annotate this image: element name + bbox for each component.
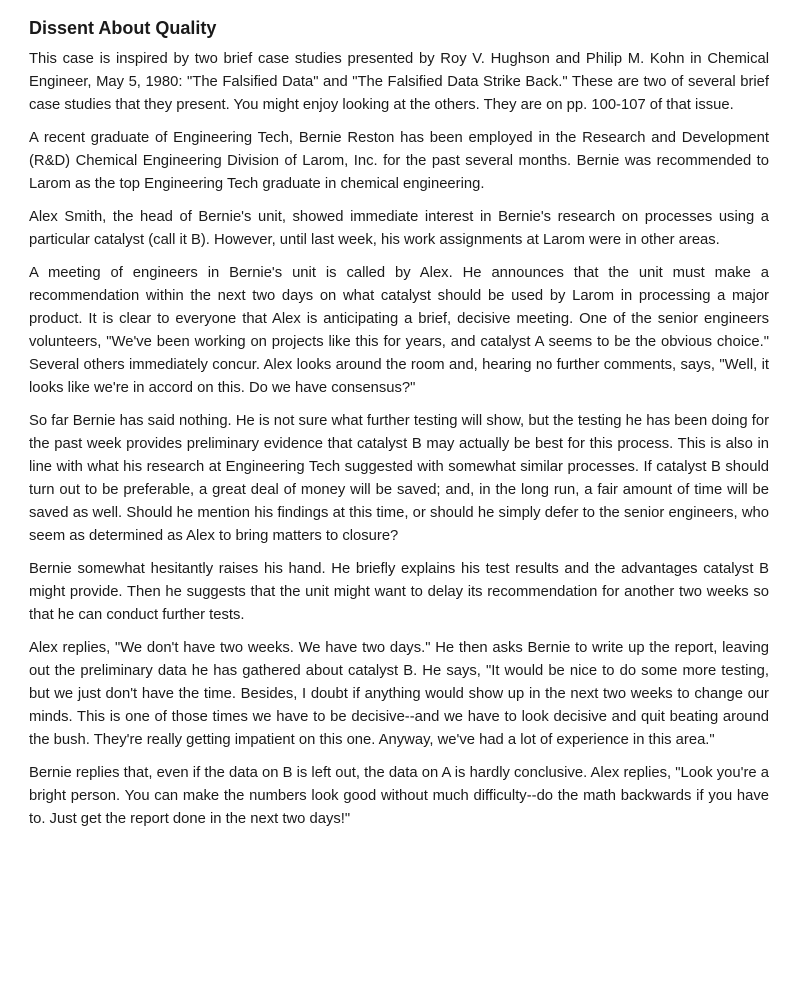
paragraph-intro: This case is inspired by two brief case studies presented by Roy V. Hughson and Philip M. Kohn in Chemical Engineer, May 5, 1980: "The Falsified Data" and "The Falsified Data Strike Back." These are two of several brief case studies that they present. You might enjoy looking at the others. They are on pp. 100-107 of that issue. [29, 51, 769, 113]
paragraph-bernie-dilemma: So far Bernie has said nothing. He is not sure what further testing will show, but the testing he has been doing for the past week provides preliminary evidence that catalyst B may actually be best for this process. This is also in line with what his research at Engineering Tech suggested with somewhat similar processes. If catalyst B should turn out to be preferable, a great deal of money will be saved; and, in the long run, a fair amount of time will be saved as well. Should he mention his findings at this time, or should he simply defer to the senior engineers, who seem as determined as Alex to bring matters to closure? [29, 413, 769, 544]
paragraph-alex-interest: Alex Smith, the head of Bernie's unit, showed immediate interest in Bernie's research on processes using a particular catalyst (call it B). However, until last week, his work assignments at Larom were in other areas. [29, 209, 769, 248]
document-page [29, 14, 769, 841]
document-title: Dissent About Quality [29, 18, 217, 38]
paragraph-meeting: A meeting of engineers in Bernie's unit is called by Alex. He announces that the unit must make a recommendation within the next two days on what catalyst should be used by Larom in processing a major product. It is clear to everyone that Alex is anticipating a brief, decisive meeting. One of the senior engineers volunteers, "We've been working on projects like this for years, and catalyst A seems to be the obvious choice." Several others immediately concur. Alex looks around the room and, hearing no further comments, says, "Well, it looks like we're in accord on this. Do we have consensus?" [29, 265, 769, 396]
paragraph-closing-exchange: Bernie replies that, even if the data on B is left out, the data on A is hardly conclusive. Alex replies, "Look you're a bright person. You can make the numbers look good without much difficulty--do the math backwards if you have to. Just get the report done in the next two days!" [29, 765, 769, 827]
paragraph-bernie-background: A recent graduate of Engineering Tech, Bernie Reston has been employed in the Research and Development (R&D) Chemical Engineering Division of Larom, Inc. for the past several months. Bernie was recommended to Larom as the top Engineering Tech graduate in chemical engineering. [29, 130, 769, 192]
paragraph-bernie-raises-hand: Bernie somewhat hesitantly raises his hand. He briefly explains his test results and the advantages catalyst B might provide. Then he suggests that the unit might want to delay its recommendation for another two weeks so that he can conduct further tests. [29, 561, 769, 623]
paragraph-alex-replies: Alex replies, "We don't have two weeks. We have two days." He then asks Bernie to write up the report, leaving out the preliminary data he has gathered about catalyst B. He says, "It would be nice to do some more testing, but we just don't have the time. Besides, I doubt if anything would show up in the next two weeks to change our minds. This is one of those times we have to be decisive--and we have to look decisive and quit beating around the bush. They're really getting impatient on this one. Anyway, we've had a lot of experience in this area." [29, 640, 769, 748]
